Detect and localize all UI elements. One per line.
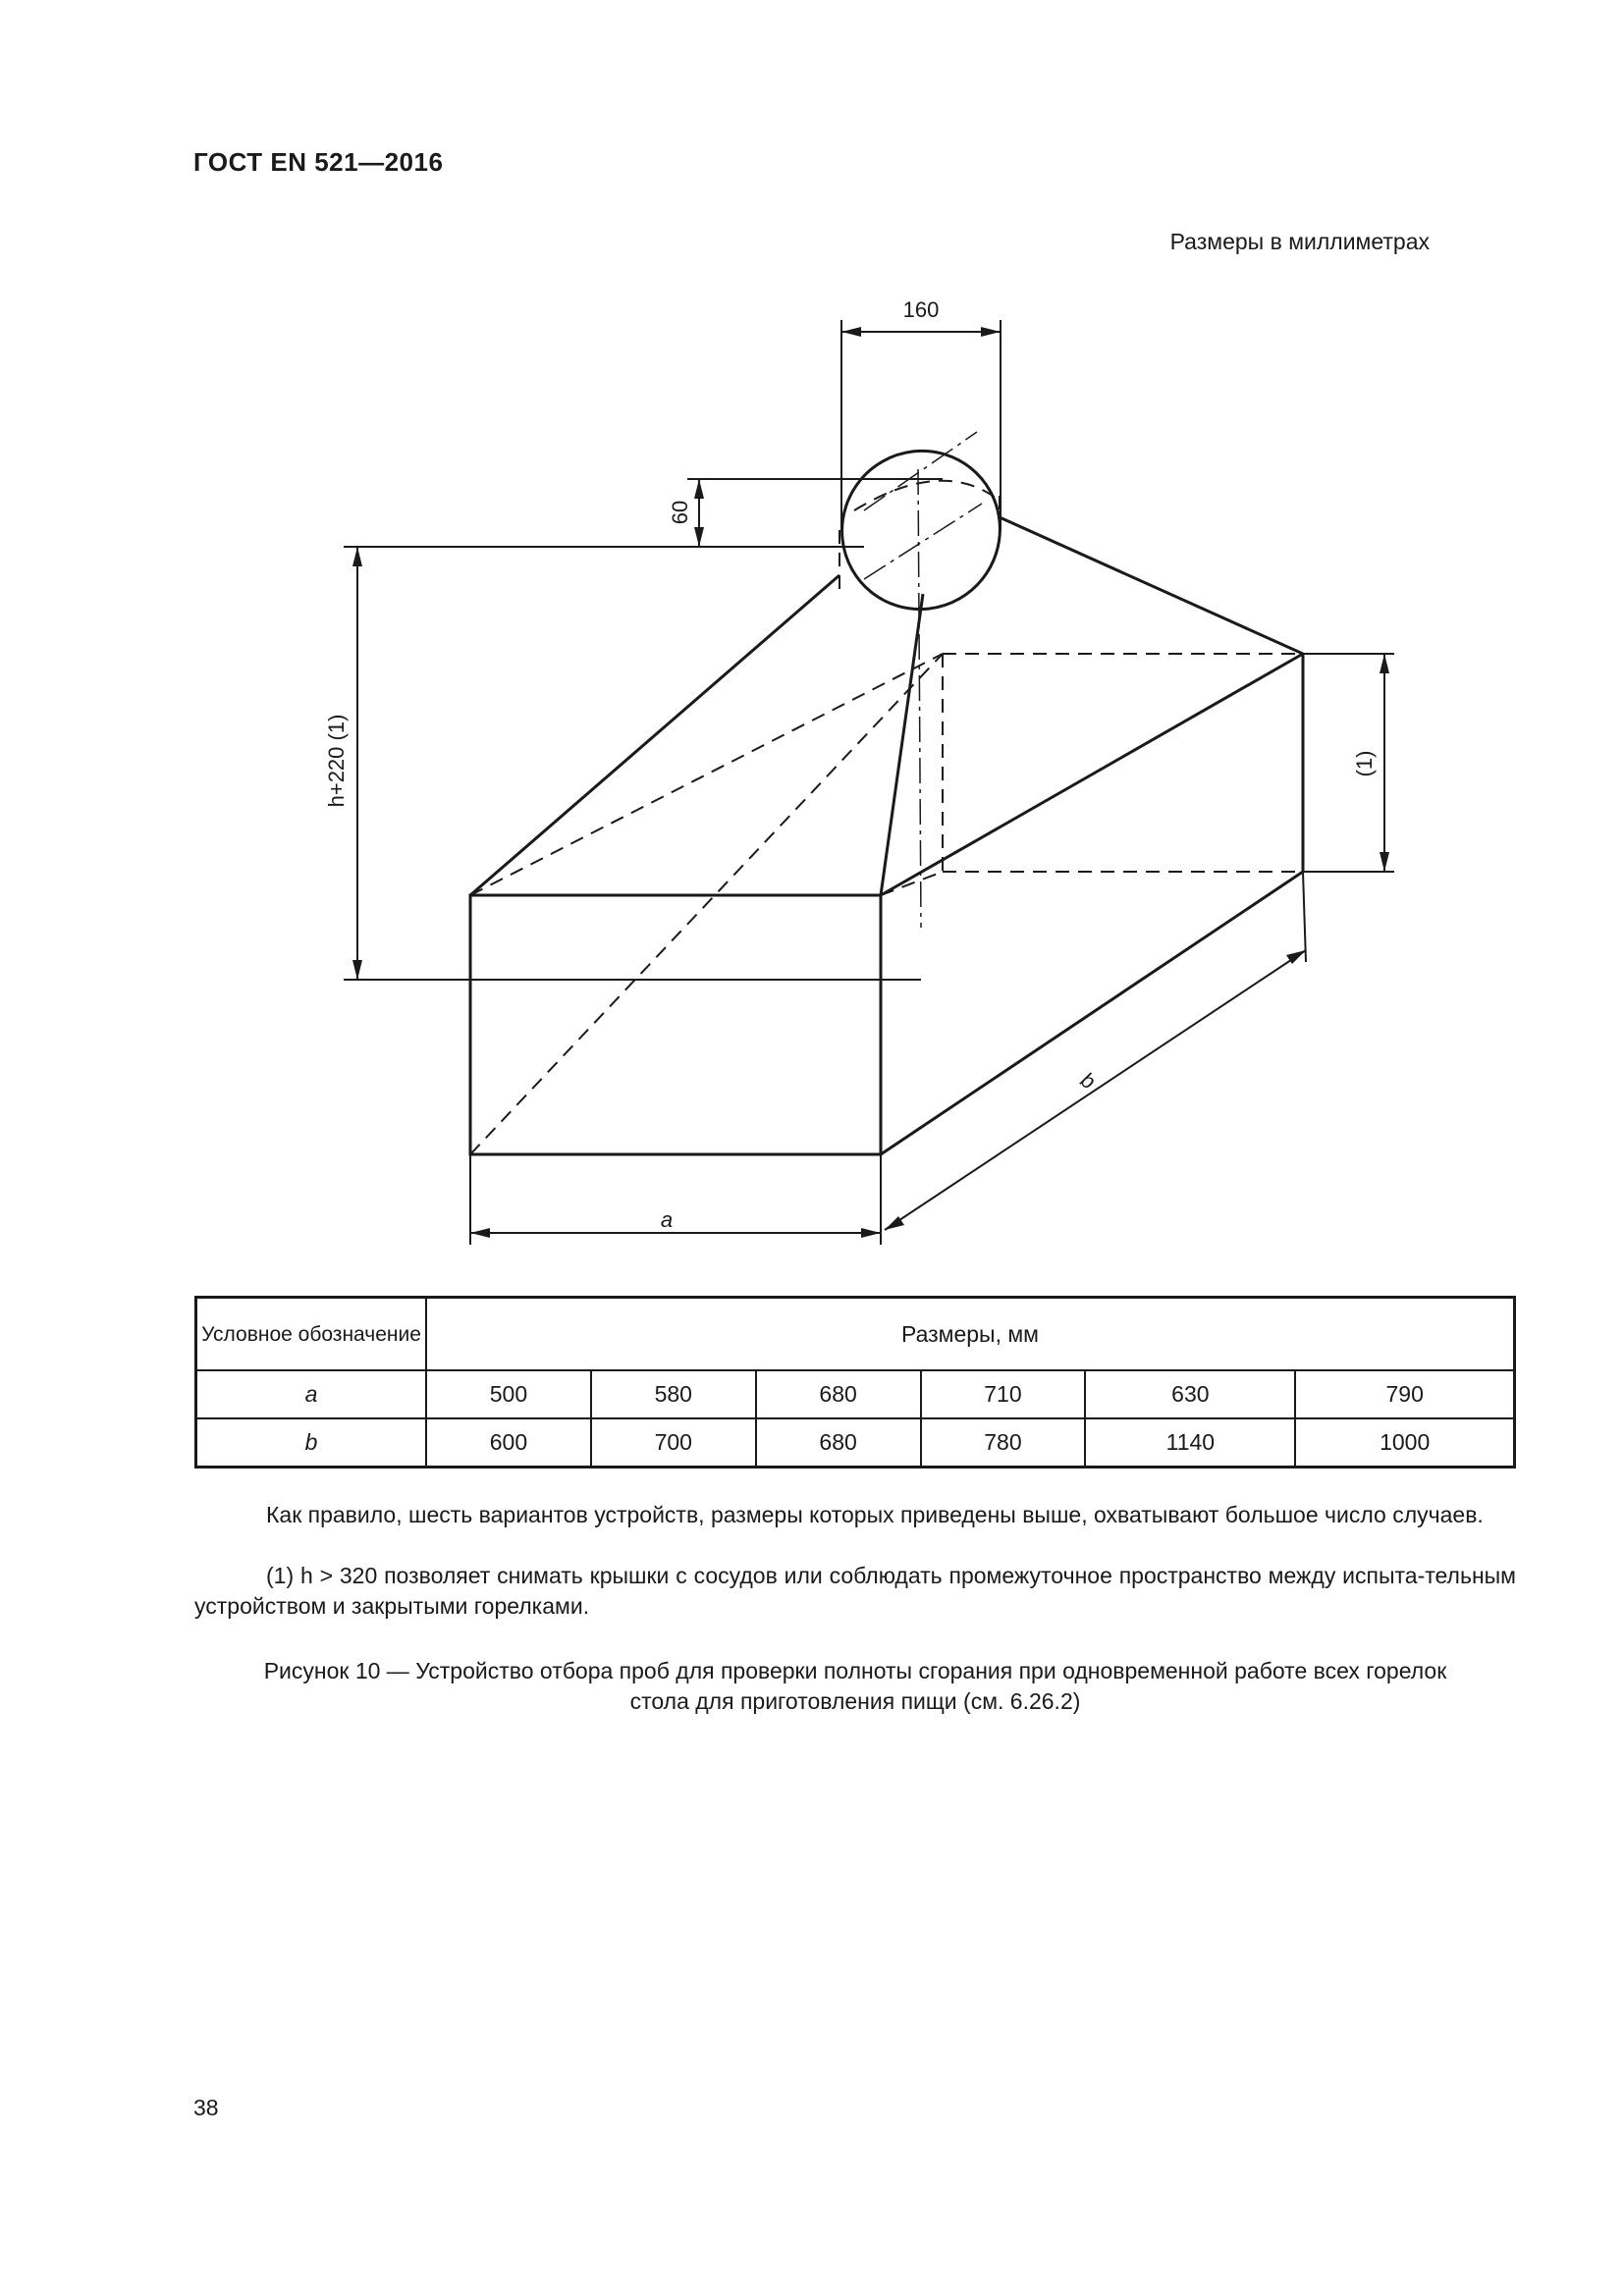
dim-h220-label: h+220 (1) <box>324 714 349 808</box>
dim-b-label: b <box>1076 1066 1101 1095</box>
dimension-arrows <box>352 327 1389 1238</box>
units-note: Размеры в миллиметрах <box>1169 229 1430 254</box>
centre-lines <box>864 432 982 928</box>
table-header-row <box>196 1298 1515 1371</box>
sizes-header: Размеры, мм <box>426 1298 1515 1371</box>
table-cell: 1140 <box>1085 1418 1295 1468</box>
table-cell: 600 <box>426 1418 591 1468</box>
table-cell: 780 <box>921 1418 1086 1468</box>
table-cell: 1000 <box>1295 1418 1514 1468</box>
table-cell: 680 <box>756 1370 921 1418</box>
dim-160-label: 160 <box>902 297 940 322</box>
caption-line-2: стола для приготовления пищи (см. 6.26.2) <box>629 1688 1081 1714</box>
table-row <box>196 1418 1515 1468</box>
row-symbol: b <box>196 1418 427 1468</box>
table-cell: 710 <box>921 1370 1086 1418</box>
hidden-edges <box>470 481 1303 1154</box>
dimension-lines <box>344 320 1394 1245</box>
document-header: ГОСТ EN 521—2016 <box>193 147 444 177</box>
dimensions-table <box>194 1296 1516 1468</box>
page-number: 38 <box>193 2095 219 2120</box>
caption-line-1: Рисунок 10 — Устройство отбора проб для проверки полноты сгорания при одновременной работе всех горелок <box>263 1658 1447 1683</box>
dim-60-label: 60 <box>668 500 692 525</box>
table-cell: 700 <box>591 1418 756 1468</box>
row-symbol: a <box>196 1370 427 1418</box>
table-cell: 580 <box>591 1370 756 1418</box>
table-cell: 500 <box>426 1370 591 1418</box>
drawing-outline <box>470 419 1303 1154</box>
footnote: (1) h > 320 позволяет снимать крышки с сосудов или соблюдать промежуточное пространство между испыта-тельным устройством и закрытыми горелками. <box>194 1563 1516 1619</box>
table-row <box>196 1370 1515 1418</box>
dim-side-label: (1) <box>1352 750 1377 777</box>
table-cell: 790 <box>1295 1370 1514 1418</box>
table-cell: 630 <box>1085 1370 1295 1418</box>
dim-a-label: a <box>660 1207 674 1232</box>
designation-header: Условное обозначение <box>196 1298 427 1371</box>
general-note: Как правило, шесть вариантов устройств, размеры которых приведены выше, охватывают большое число случаев. <box>266 1502 1484 1527</box>
table-cell: 680 <box>756 1418 921 1468</box>
figure-caption <box>194 1656 1516 1717</box>
